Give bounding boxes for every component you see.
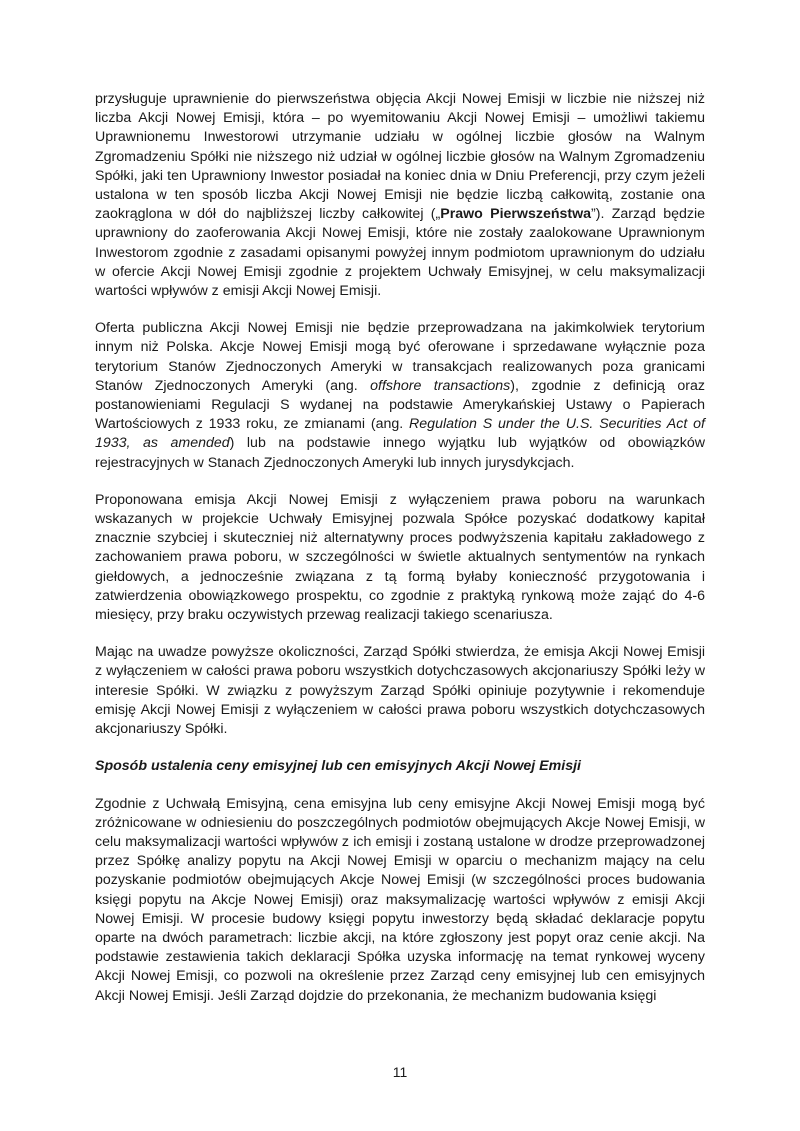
- paragraph-text: ”). Zarząd będzie uprawniony do zaoferowania Akcji Nowej Emisji, które nie zostały zaalokowane Uprawnionym Inwestorom zgodnie z zasadami opisanymi powyżej innym podmiotom uprawnionym do udziału w ofercie Akcji Nowej Emisji zgodnie z projektem Uchwały Emisyjnej, w celu maksymalizacji wartości wpływów z emisji Akcji Nowej Emisji.: [95, 206, 705, 300]
- paragraph-public-offer: [95, 319, 705, 473]
- italic-term: offshore transactions: [370, 377, 511, 394]
- paragraph-proposed-issue: Proponowana emisja Akcji Nowej Emisji z wyłączeniem prawa poboru na warunkach wskazanych w projekcie Uchwały Emisyjnej pozwala Spółce pozyskać dodatkowy kapitał znacznie szybciej i skuteczniej niż alternatywny proces podwyższenia kapitału zakładowego z zachowaniem prawa poboru, w szczególności w świetle aktualnych sentymentów na rynkach giełdowych, a jednocześnie związana z tą formą byłaby konieczność przygotowania i zatwierdzenia obowiązkowego prospektu, co zgodnie z praktyką rynkową może zająć do 4-6 miesięcy, przy braku oczywistych przewag realizacji takiego scenariusza.: [95, 491, 705, 624]
- defined-term: Prawo Pierwszeństwa: [440, 206, 592, 223]
- paragraph-board-recommendation: Mając na uwadze powyższe okoliczności, Zarząd Spółki stwierdza, że emisja Akcji Nowej Emisji z wyłączeniem w całości prawa poboru wszystkich dotychczasowych akcjonariuszy Spółki leży w interesie Spółki. W związku z powyższym Zarząd Spółki opiniuje pozytywnie i rekomenduje emisję Akcji Nowej Emisji z wyłączeniem w całości prawa poboru wszystkich dotychczasowych akcjonariuszy Spółki.: [95, 644, 705, 738]
- paragraph-text: ) lub na podstawie innego wyjątku lub wyjątków od obowiązków rejestracyjnych w Stanach Zjednoczonych Ameryki lub innych jurysdykcjach.: [95, 435, 705, 471]
- paragraph-text: ), zgodnie z definicją oraz postanowieniami Regulacji S wydanej na podstawie Amerykańskiej Ustawy o Papierach Wartościowych z 1933 roku, ze zmianami (ang.: [95, 377, 705, 433]
- paragraph-text: przysługuje uprawnienie do pierwszeństwa objęcia Akcji Nowej Emisji w liczbie nie niższej niż liczba Akcji Nowej Emisji, która – po wyemitowaniu Akcji Nowej Emisji – umożliwi takiemu Uprawnionemu Inwestorowi utrzymanie udziału w ogólnej liczbie głosów na Walnym Zgromadzeniu Spółki nie niższego niż udział w ogólnej liczbie głosów na Walnym Zgromadzeniu Spółki, jaki ten Uprawniony Inwestor posiadał na koniec dnia w Dniu Preferencji, przy czym jeżeli ustalona w ten sposób liczba Akcji Nowej Emisji nie będzie liczbą całkowitą, zostanie ona zaokrąglona w dół do najbliższej liczby całkowitej („: [95, 91, 705, 223]
- paragraph-text: Oferta publiczna Akcji Nowej Emisji nie będzie przeprowadzana na jakimkolwiek terytorium innym niż Polska. Akcje Nowej Emisji mogą być oferowane i sprzedawane wyłącznie poza terytorium Stanów Zjednoczonych Ameryki w transakcjach realizowanych poza granicami Stanów Zjednoczonych Ameryki (ang.: [95, 320, 705, 394]
- page-number: 11: [392, 1064, 408, 1080]
- section-heading: Sposób ustalenia ceny emisyjnej lub cen emisyjnych Akcji Nowej Emisji: [95, 758, 581, 775]
- document-body: [95, 90, 705, 1024]
- paragraph-issue-price: Zgodnie z Uchwałą Emisyjną, cena emisyjna lub ceny emisyjne Akcji Nowej Emisji mogą być zróżnicowane w odniesieniu do poszczególnych podmiotów obejmujących Akcje Nowej Emisji, w celu maksymalizacji wartości wpływów z ich emisji i zostaną ustalone w drodze przeprowadzonej przez Spółkę analizy popytu na Akcji Nowej Emisji w oparciu o mechanizm mający na celu pozyskanie podmiotów obejmujących Akcje Nowej Emisji (w szczególności proces budowania księgi popytu na Akcje Nowej Emisji) oraz maksymalizację wartości wpływów z emisji Akcji Nowej Emisji. W procesie budowy księgi popytu inwestorzy będą składać deklaracje popytu oparte na dwóch parametrach: liczbie akcji, na które zgłoszony jest popyt oraz cenie akcji. Na podstawie zestawienia takich deklaracji Spółka uzyska informację na temat rynkowej wyceny Akcji Nowej Emisji, co pozwoli na określenie przez Zarząd ceny emisyjnej lub cen emisyjnych Akcji Nowej Emisji. Jeśli Zarząd dojdzie do przekonania, że mechanizm budowania księgi: [95, 795, 705, 1004]
- paragraph-preemption-right: [95, 90, 705, 301]
- italic-term: Regulation S under the U.S. Securities Act of 1933, as amended: [95, 416, 705, 452]
